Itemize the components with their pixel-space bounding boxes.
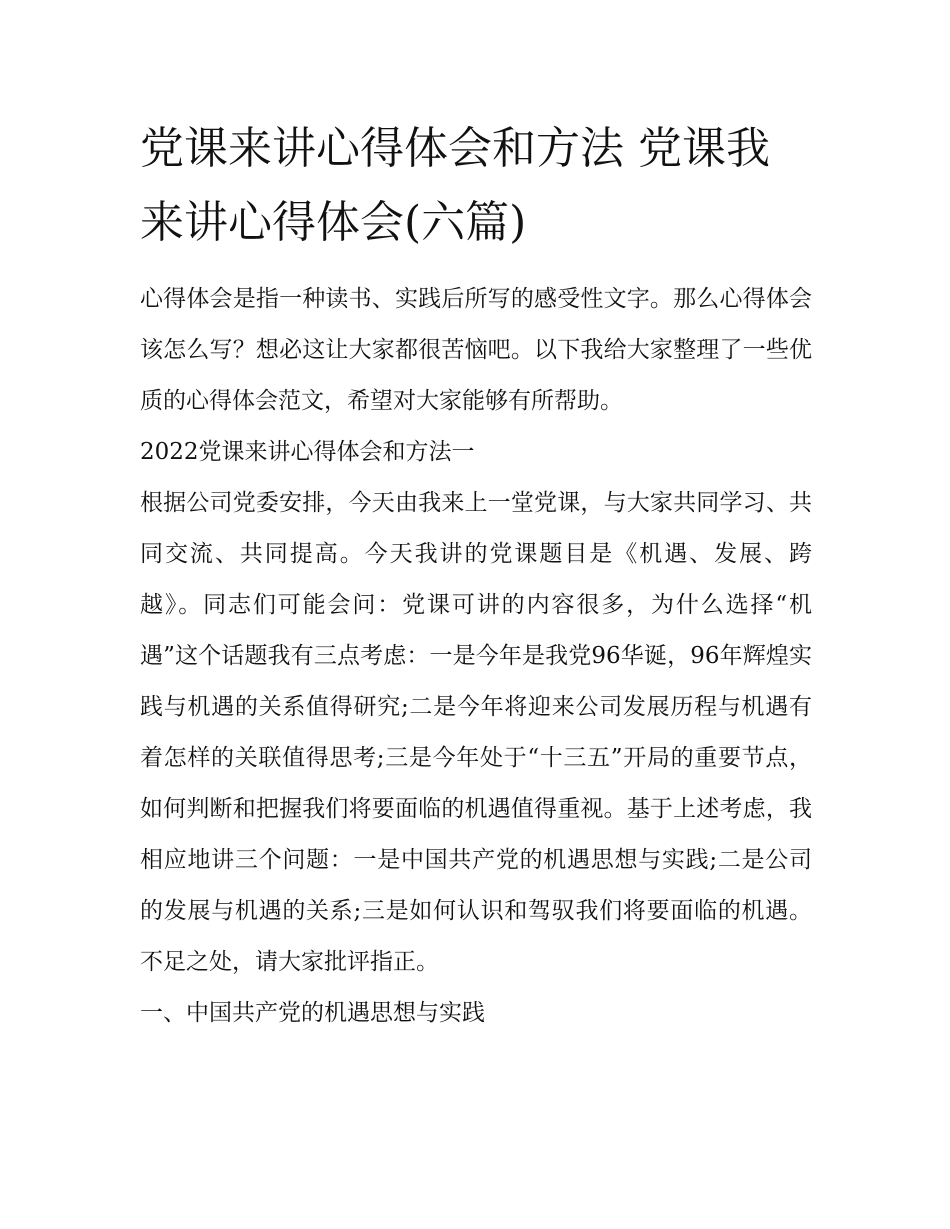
intro-paragraph: 心得体会是指一种读书、实践后所写的感受性文字。那么心得体会该怎么写？想必这让大家都很苦恼吧。以下我给大家整理了一些优质的心得体会范文，希望对大家能够有所帮助。 xyxy=(140,286,812,414)
body-paragraph: 根据公司党委安排，今天由我来上一堂党课，与大家共同学习、共同交流、共同提高。今天我讲的党课题目是《机遇、发展、跨越》。同志们可能会问：党课可讲的内容很多，为什么选择“机遇”这个话题我有三点考虑：一是今年是我党96华诞，96年辉煌实践与机遇的关系值得研究;二是今年将迎来公司发展历程与机遇有着怎样的关联值得思考;三是今年处于“十三五”开局的重要节点，如何判断和把握我们将要面临的机遇值得重视。基于上述考虑，我相应地讲三个问题：一是中国共产党的机遇思想与实践;二是公司的发展与机遇的关系;三是如何认识和驾驭我们将要面临的机遇。不足之处，请大家批评指正。 xyxy=(140,490,812,975)
section-heading-2: 一、中国共产党的机遇思想与实践 xyxy=(140,1000,485,1026)
document-title: 党课来讲心得体会和方法 党课我来讲心得体会(六篇) xyxy=(140,123,770,248)
section-heading-1: 2022党课来讲心得体会和方法一 xyxy=(140,439,475,465)
document-content xyxy=(140,112,812,1039)
